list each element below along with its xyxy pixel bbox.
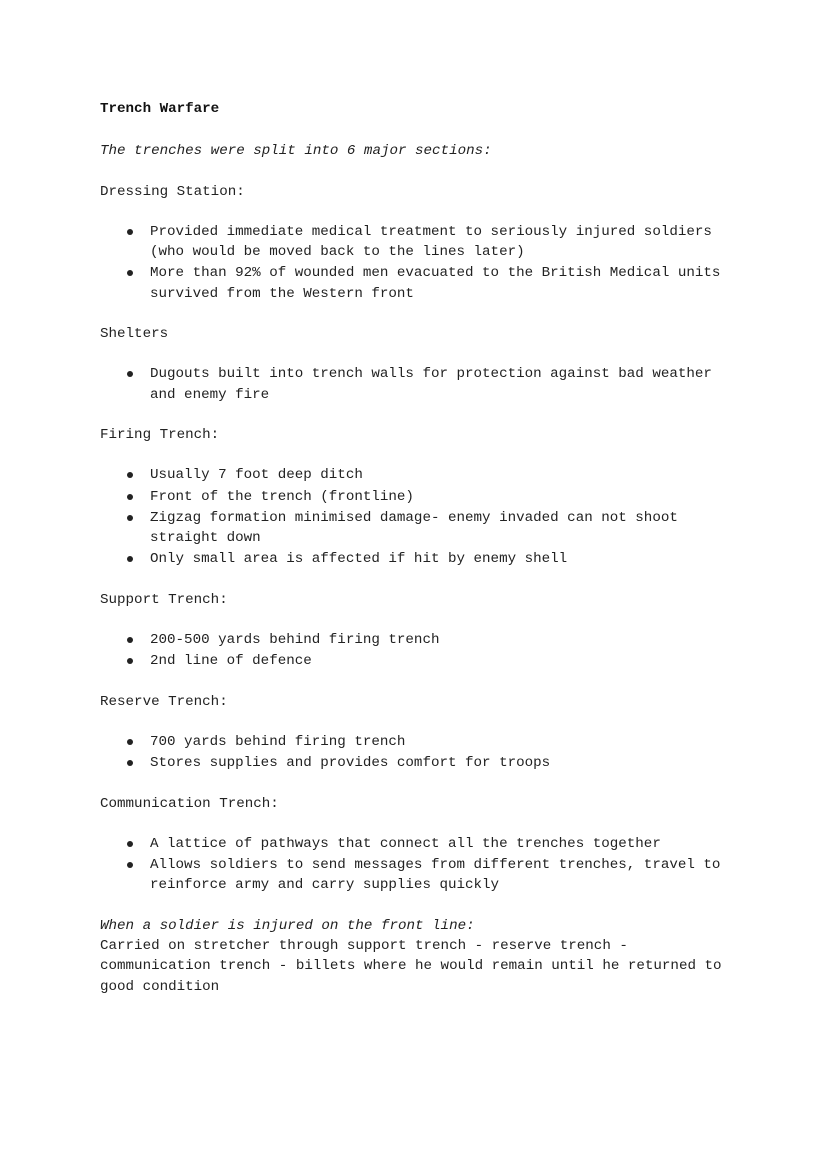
- bullet-text: Zigzag formation minimised damage- enemy invaded can not shoot straight down: [150, 509, 678, 547]
- bullet-dot-icon: [127, 760, 133, 766]
- bullet-text: 2nd line of defence: [150, 653, 312, 670]
- bullet-text: More than 92% of wounded men evacuated to the British Medical units survived from the Western front: [150, 265, 721, 302]
- bullet-text: 700 yards behind firing trench: [150, 733, 406, 750]
- sections-container: [100, 182, 740, 896]
- section-heading: Communication Trench:: [100, 795, 279, 812]
- bullet-item: [100, 549, 740, 569]
- bullet-list: [100, 364, 740, 405]
- bullet-text: Allows soldiers to send messages from different trenches, travel to reinforce army and carry supplies quickly: [150, 857, 721, 894]
- closing-text: Carried on stretcher through support trench - reserve trench - communication trench - billets where he would remain until he returned to good condition: [100, 938, 722, 995]
- section: [100, 794, 740, 896]
- bullet-item: [100, 834, 740, 854]
- bullet-dot-icon: [127, 556, 133, 562]
- bullet-item: [100, 487, 740, 507]
- section: [100, 182, 740, 304]
- bullet-list: [100, 834, 740, 896]
- bullet-item: [100, 222, 740, 263]
- bullet-text: Only small area is affected if hit by enemy shell: [150, 551, 568, 568]
- bullet-text: Usually 7 foot deep ditch: [150, 467, 363, 484]
- bullet-dot-icon: [127, 637, 133, 643]
- bullet-text: 200-500 yards behind firing trench: [150, 632, 440, 649]
- document-body: [100, 99, 740, 997]
- bullet-dot-icon: [127, 739, 133, 745]
- bullet-dot-icon: [127, 658, 133, 664]
- bullet-item: [100, 263, 740, 304]
- bullet-text: Stores supplies and provides comfort for troops: [150, 755, 551, 772]
- intro-text: The trenches were split into 6 major sections:: [100, 143, 492, 160]
- bullet-list: [100, 222, 740, 304]
- closing-heading: When a soldier is injured on the front line:: [100, 917, 475, 934]
- bullet-dot-icon: [127, 862, 133, 868]
- bullet-text: Dugouts built into trench walls for protection against bad weather and enemy fire: [150, 366, 712, 403]
- bullet-dot-icon: [127, 841, 133, 847]
- document-title: Trench Warfare: [100, 101, 220, 117]
- bullet-item: [100, 630, 740, 650]
- bullet-item: [100, 465, 740, 485]
- bullet-item: [100, 508, 740, 549]
- bullet-text: A lattice of pathways that connect all the trenches together: [150, 835, 661, 852]
- section: [100, 324, 740, 405]
- bullet-dot-icon: [127, 515, 133, 521]
- section-heading: Reserve Trench:: [100, 693, 228, 710]
- bullet-list: [100, 732, 740, 774]
- bullet-dot-icon: [127, 472, 133, 478]
- bullet-text: Front of the trench (frontline): [150, 488, 414, 505]
- bullet-text: Provided immediate medical treatment to seriously injured soldiers (who would be moved back to the lines later): [150, 223, 712, 261]
- bullet-item: [100, 753, 740, 773]
- section-heading: Support Trench:: [100, 591, 228, 608]
- bullet-dot-icon: [127, 494, 133, 500]
- bullet-item: [100, 855, 740, 896]
- section-heading: Dressing Station:: [100, 183, 245, 200]
- bullet-dot-icon: [127, 229, 133, 235]
- section: [100, 692, 740, 774]
- section-heading: Shelters: [100, 326, 169, 343]
- bullet-item: [100, 732, 740, 752]
- bullet-dot-icon: [127, 371, 133, 377]
- bullet-item: [100, 364, 740, 405]
- bullet-dot-icon: [127, 270, 133, 276]
- bullet-item: [100, 651, 740, 671]
- section-heading: Firing Trench:: [100, 426, 220, 443]
- closing-block: [100, 916, 740, 997]
- section: [100, 425, 740, 570]
- bullet-list: [100, 465, 740, 569]
- section: [100, 590, 740, 672]
- bullet-list: [100, 630, 740, 672]
